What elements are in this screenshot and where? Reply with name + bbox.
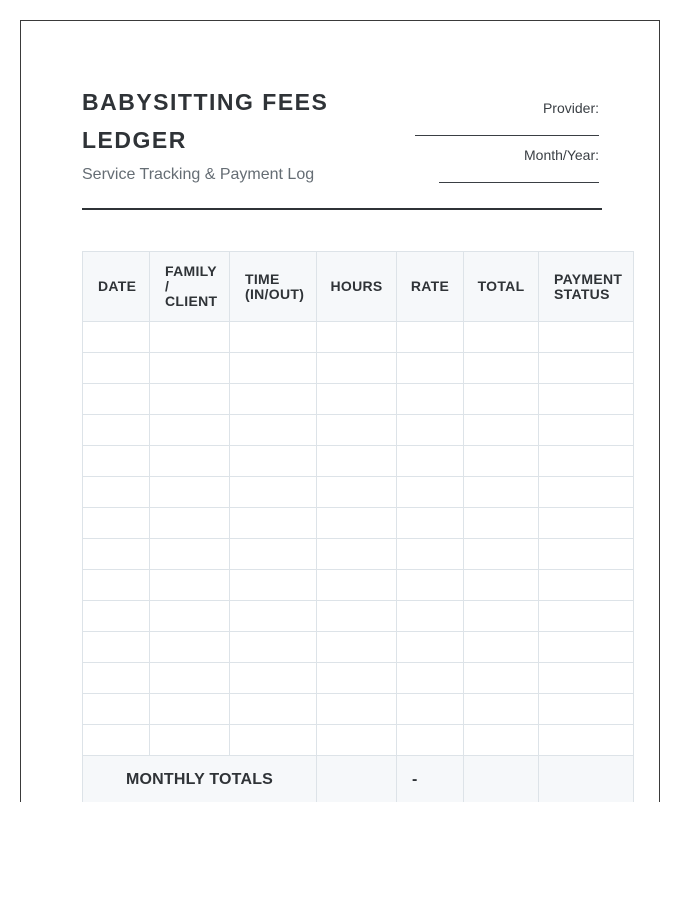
rate-cell[interactable]	[397, 384, 464, 415]
table-row	[83, 322, 634, 353]
family-client-cell[interactable]	[150, 477, 230, 508]
date-cell[interactable]	[83, 446, 150, 477]
rate-cell[interactable]	[397, 663, 464, 694]
table-row	[83, 353, 634, 384]
hours-cell[interactable]	[317, 539, 397, 570]
table-header-row	[83, 252, 634, 322]
family-client-cell[interactable]	[150, 694, 230, 725]
date-cell[interactable]	[83, 725, 150, 756]
table-row	[83, 477, 634, 508]
totals-payment-cell[interactable]	[539, 756, 634, 803]
rate-cell[interactable]	[397, 508, 464, 539]
total-cell[interactable]	[464, 539, 539, 570]
provider-block	[409, 99, 599, 183]
column-header-time: TIME (IN/OUT)	[230, 252, 317, 322]
payment-status-cell[interactable]	[539, 725, 634, 756]
time-cell[interactable]	[230, 322, 317, 353]
time-cell[interactable]	[230, 384, 317, 415]
payment-status-cell[interactable]	[539, 570, 634, 601]
table-row	[83, 446, 634, 477]
payment-status-cell[interactable]	[539, 632, 634, 663]
hours-cell[interactable]	[317, 694, 397, 725]
total-cell[interactable]	[464, 601, 539, 632]
date-cell[interactable]	[83, 694, 150, 725]
column-header-rate: RATE	[397, 252, 464, 322]
rate-cell[interactable]	[397, 446, 464, 477]
table-row	[83, 384, 634, 415]
hours-cell[interactable]	[317, 446, 397, 477]
rate-cell[interactable]	[397, 539, 464, 570]
payment-status-cell[interactable]	[539, 353, 634, 384]
hours-cell[interactable]	[317, 508, 397, 539]
date-cell[interactable]	[83, 601, 150, 632]
time-cell[interactable]	[230, 663, 317, 694]
hours-cell[interactable]	[317, 632, 397, 663]
total-cell[interactable]	[464, 663, 539, 694]
family-client-cell[interactable]	[150, 446, 230, 477]
total-cell[interactable]	[464, 725, 539, 756]
table-row	[83, 694, 634, 725]
payment-status-cell[interactable]	[539, 694, 634, 725]
family-client-cell[interactable]	[150, 322, 230, 353]
hours-cell[interactable]	[317, 477, 397, 508]
payment-status-cell[interactable]	[539, 477, 634, 508]
total-cell[interactable]	[464, 570, 539, 601]
hours-cell[interactable]	[317, 663, 397, 694]
ledger-body	[83, 322, 634, 756]
payment-status-cell[interactable]	[539, 508, 634, 539]
time-cell[interactable]	[230, 415, 317, 446]
family-client-cell[interactable]	[150, 539, 230, 570]
payment-status-cell[interactable]	[539, 663, 634, 694]
hours-cell[interactable]	[317, 322, 397, 353]
rate-cell[interactable]	[397, 632, 464, 663]
totals-total-cell[interactable]	[464, 756, 539, 803]
table-row	[83, 663, 634, 694]
total-cell[interactable]	[464, 477, 539, 508]
time-cell[interactable]	[230, 477, 317, 508]
total-cell[interactable]	[464, 694, 539, 725]
payment-status-cell[interactable]	[539, 601, 634, 632]
table-row	[83, 570, 634, 601]
rate-cell[interactable]	[397, 322, 464, 353]
family-client-cell[interactable]	[150, 384, 230, 415]
column-header-hours: HOURS	[317, 252, 397, 322]
time-cell[interactable]	[230, 570, 317, 601]
date-cell[interactable]	[83, 508, 150, 539]
table-row	[83, 632, 634, 663]
header-divider	[82, 208, 602, 210]
rate-cell[interactable]	[397, 601, 464, 632]
date-cell[interactable]	[83, 663, 150, 694]
month-year-field-line[interactable]	[439, 182, 599, 183]
time-cell[interactable]	[230, 725, 317, 756]
date-cell[interactable]	[83, 415, 150, 446]
column-header-date: DATE	[83, 252, 150, 322]
column-header-family-client: FAMILY / CLIENT	[150, 252, 230, 322]
family-client-cell[interactable]	[150, 353, 230, 384]
rate-cell[interactable]	[397, 477, 464, 508]
total-cell[interactable]	[464, 632, 539, 663]
total-cell[interactable]	[464, 322, 539, 353]
family-client-cell[interactable]	[150, 663, 230, 694]
hours-cell[interactable]	[317, 725, 397, 756]
time-cell[interactable]	[230, 694, 317, 725]
payment-status-cell[interactable]	[539, 446, 634, 477]
family-client-cell[interactable]	[150, 632, 230, 663]
totals-hours-cell[interactable]	[317, 756, 397, 803]
hours-cell[interactable]	[317, 601, 397, 632]
totals-row	[83, 756, 634, 803]
rate-cell[interactable]	[397, 353, 464, 384]
ledger-table	[82, 251, 634, 802]
family-client-cell[interactable]	[150, 570, 230, 601]
title-line-1: BABYSITTING FEES	[82, 89, 329, 115]
time-cell[interactable]	[230, 539, 317, 570]
provider-label: Provider:	[542, 100, 599, 116]
column-header-total: TOTAL	[464, 252, 539, 322]
rate-cell[interactable]	[397, 415, 464, 446]
date-cell[interactable]	[83, 570, 150, 601]
rate-cell[interactable]	[397, 725, 464, 756]
payment-status-cell[interactable]	[539, 539, 634, 570]
payment-status-cell[interactable]	[539, 384, 634, 415]
payment-status-cell[interactable]	[539, 415, 634, 446]
rate-cell[interactable]	[397, 570, 464, 601]
monthly-totals-label: MONTHLY TOTALS	[83, 756, 317, 803]
table-row	[83, 725, 634, 756]
totals-rate-cell[interactable]: -	[397, 756, 464, 803]
time-cell[interactable]	[230, 632, 317, 663]
total-cell[interactable]	[464, 446, 539, 477]
hours-cell[interactable]	[317, 384, 397, 415]
family-client-cell[interactable]	[150, 601, 230, 632]
page-title	[82, 83, 382, 159]
total-cell[interactable]	[464, 384, 539, 415]
total-cell[interactable]	[464, 353, 539, 384]
date-cell[interactable]	[83, 632, 150, 663]
date-cell[interactable]	[83, 353, 150, 384]
column-header-payment-status: PAYMENT STATUS	[539, 252, 634, 322]
family-client-cell[interactable]	[150, 508, 230, 539]
hours-cell[interactable]	[317, 353, 397, 384]
time-cell[interactable]	[230, 601, 317, 632]
ledger-page	[20, 20, 660, 802]
family-client-cell[interactable]	[150, 725, 230, 756]
page-subtitle: Service Tracking & Payment Log	[82, 166, 315, 183]
total-cell[interactable]	[464, 508, 539, 539]
date-cell[interactable]	[83, 384, 150, 415]
date-cell[interactable]	[83, 322, 150, 353]
rate-cell[interactable]	[397, 694, 464, 725]
time-cell[interactable]	[230, 446, 317, 477]
time-cell[interactable]	[230, 508, 317, 539]
table-row	[83, 415, 634, 446]
date-cell[interactable]	[83, 477, 150, 508]
hours-cell[interactable]	[317, 415, 397, 446]
hours-cell[interactable]	[317, 570, 397, 601]
family-client-cell[interactable]	[150, 415, 230, 446]
table-row	[83, 601, 634, 632]
payment-status-cell[interactable]	[539, 322, 634, 353]
date-cell[interactable]	[83, 539, 150, 570]
table-row	[83, 508, 634, 539]
table-row	[83, 539, 634, 570]
time-cell[interactable]	[230, 353, 317, 384]
total-cell[interactable]	[464, 415, 539, 446]
title-line-2: LEDGER	[82, 127, 187, 153]
provider-field-line[interactable]	[415, 135, 599, 136]
month-year-label: Month/Year:	[524, 147, 599, 163]
